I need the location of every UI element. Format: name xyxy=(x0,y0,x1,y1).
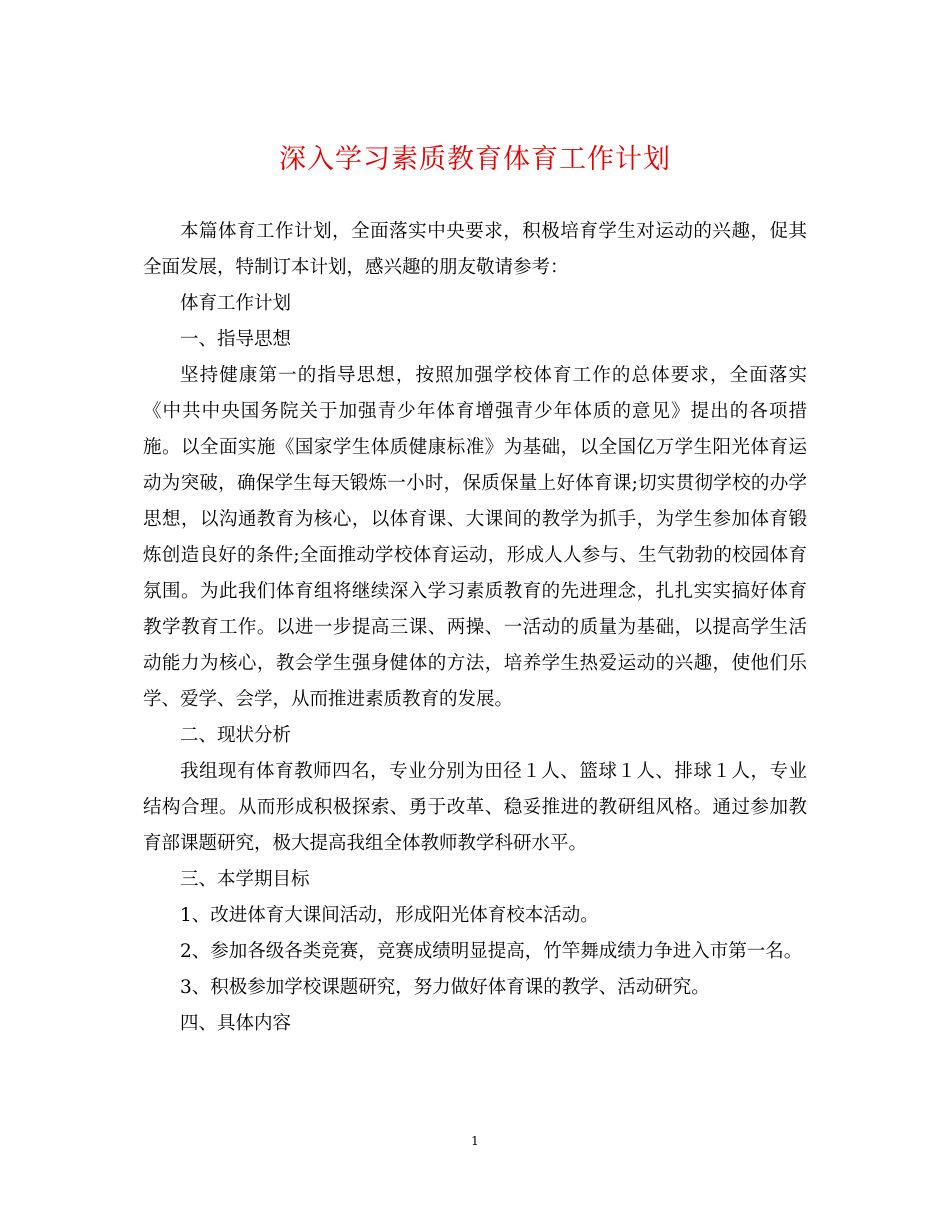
section-heading-guiding-ideology: 一、指导思想 xyxy=(180,329,292,350)
section-heading-status-analysis: 二、现状分析 xyxy=(180,725,292,746)
goal-item-1: 1、改进体育大课间活动，形成阳光体育校本活动。 xyxy=(180,905,599,926)
goal-item-2: 2、参加各级各类竞赛，竞赛成绩明显提高，竹竿舞成绩力争进入市第一名。 xyxy=(180,941,803,962)
section-heading-semester-goals: 三、本学期目标 xyxy=(180,869,310,890)
goal-item-3: 3、积极参加学校课题研究，努力做好体育课的教学、活动研究。 xyxy=(180,977,710,998)
intro-paragraph: 本篇体育工作计划，全面落实中央要求，积极培育学生对运动的兴趣，促其全面发展，特制订本计划，感兴趣的朋友敬请参考： xyxy=(143,221,807,278)
plan-heading: 体育工作计划 xyxy=(180,293,292,314)
status-analysis-paragraph: 我组现有体育教师四名，专业分别为田径１人、篮球１人、排球１人，专业结构合理。从而形成积极探索、勇于改革、稳妥推进的教研组风格。通过参加教育部课题研究，极大提高我组全体教师教学科研水平。 xyxy=(143,761,807,854)
guiding-ideology-paragraph: 坚持健康第一的指导思想，按照加强学校体育工作的总体要求，全面落实《中共中央国务院关于加强青少年体育增强青少年体质的意见》提出的各项措施。以全面实施《国家学生体质健康标准》为基础，以全国亿万学生阳光体育运动为突破，确保学生每天锻炼一小时，保质保量上好体育课;切实贯彻学校的办学思想，以沟通教育为核心，以体育课、大课间的教学为抓手，为学生参加体育锻炼创造良好的条件;全面推动学校体育运动，形成人人参与、生气勃勃的校园体育氛围。为此我们体育组将继续深入学习素质教育的先进理念，扎扎实实搞好体育教学教育工作。以进一步提高三课、两操、一活动的质量为基础，以提高学生活动能力为核心，教会学生强身健体的方法，培养学生热爱运动的兴趣，使他们乐学、爱学、会学，从而推进素质教育的发展。 xyxy=(143,365,807,710)
document-title: 深入学习素质教育体育工作计划 xyxy=(279,144,671,175)
section-heading-specific-content: 四、具体内容 xyxy=(180,1013,292,1034)
page-number: 1 xyxy=(471,1134,479,1148)
document-body xyxy=(143,214,807,1042)
